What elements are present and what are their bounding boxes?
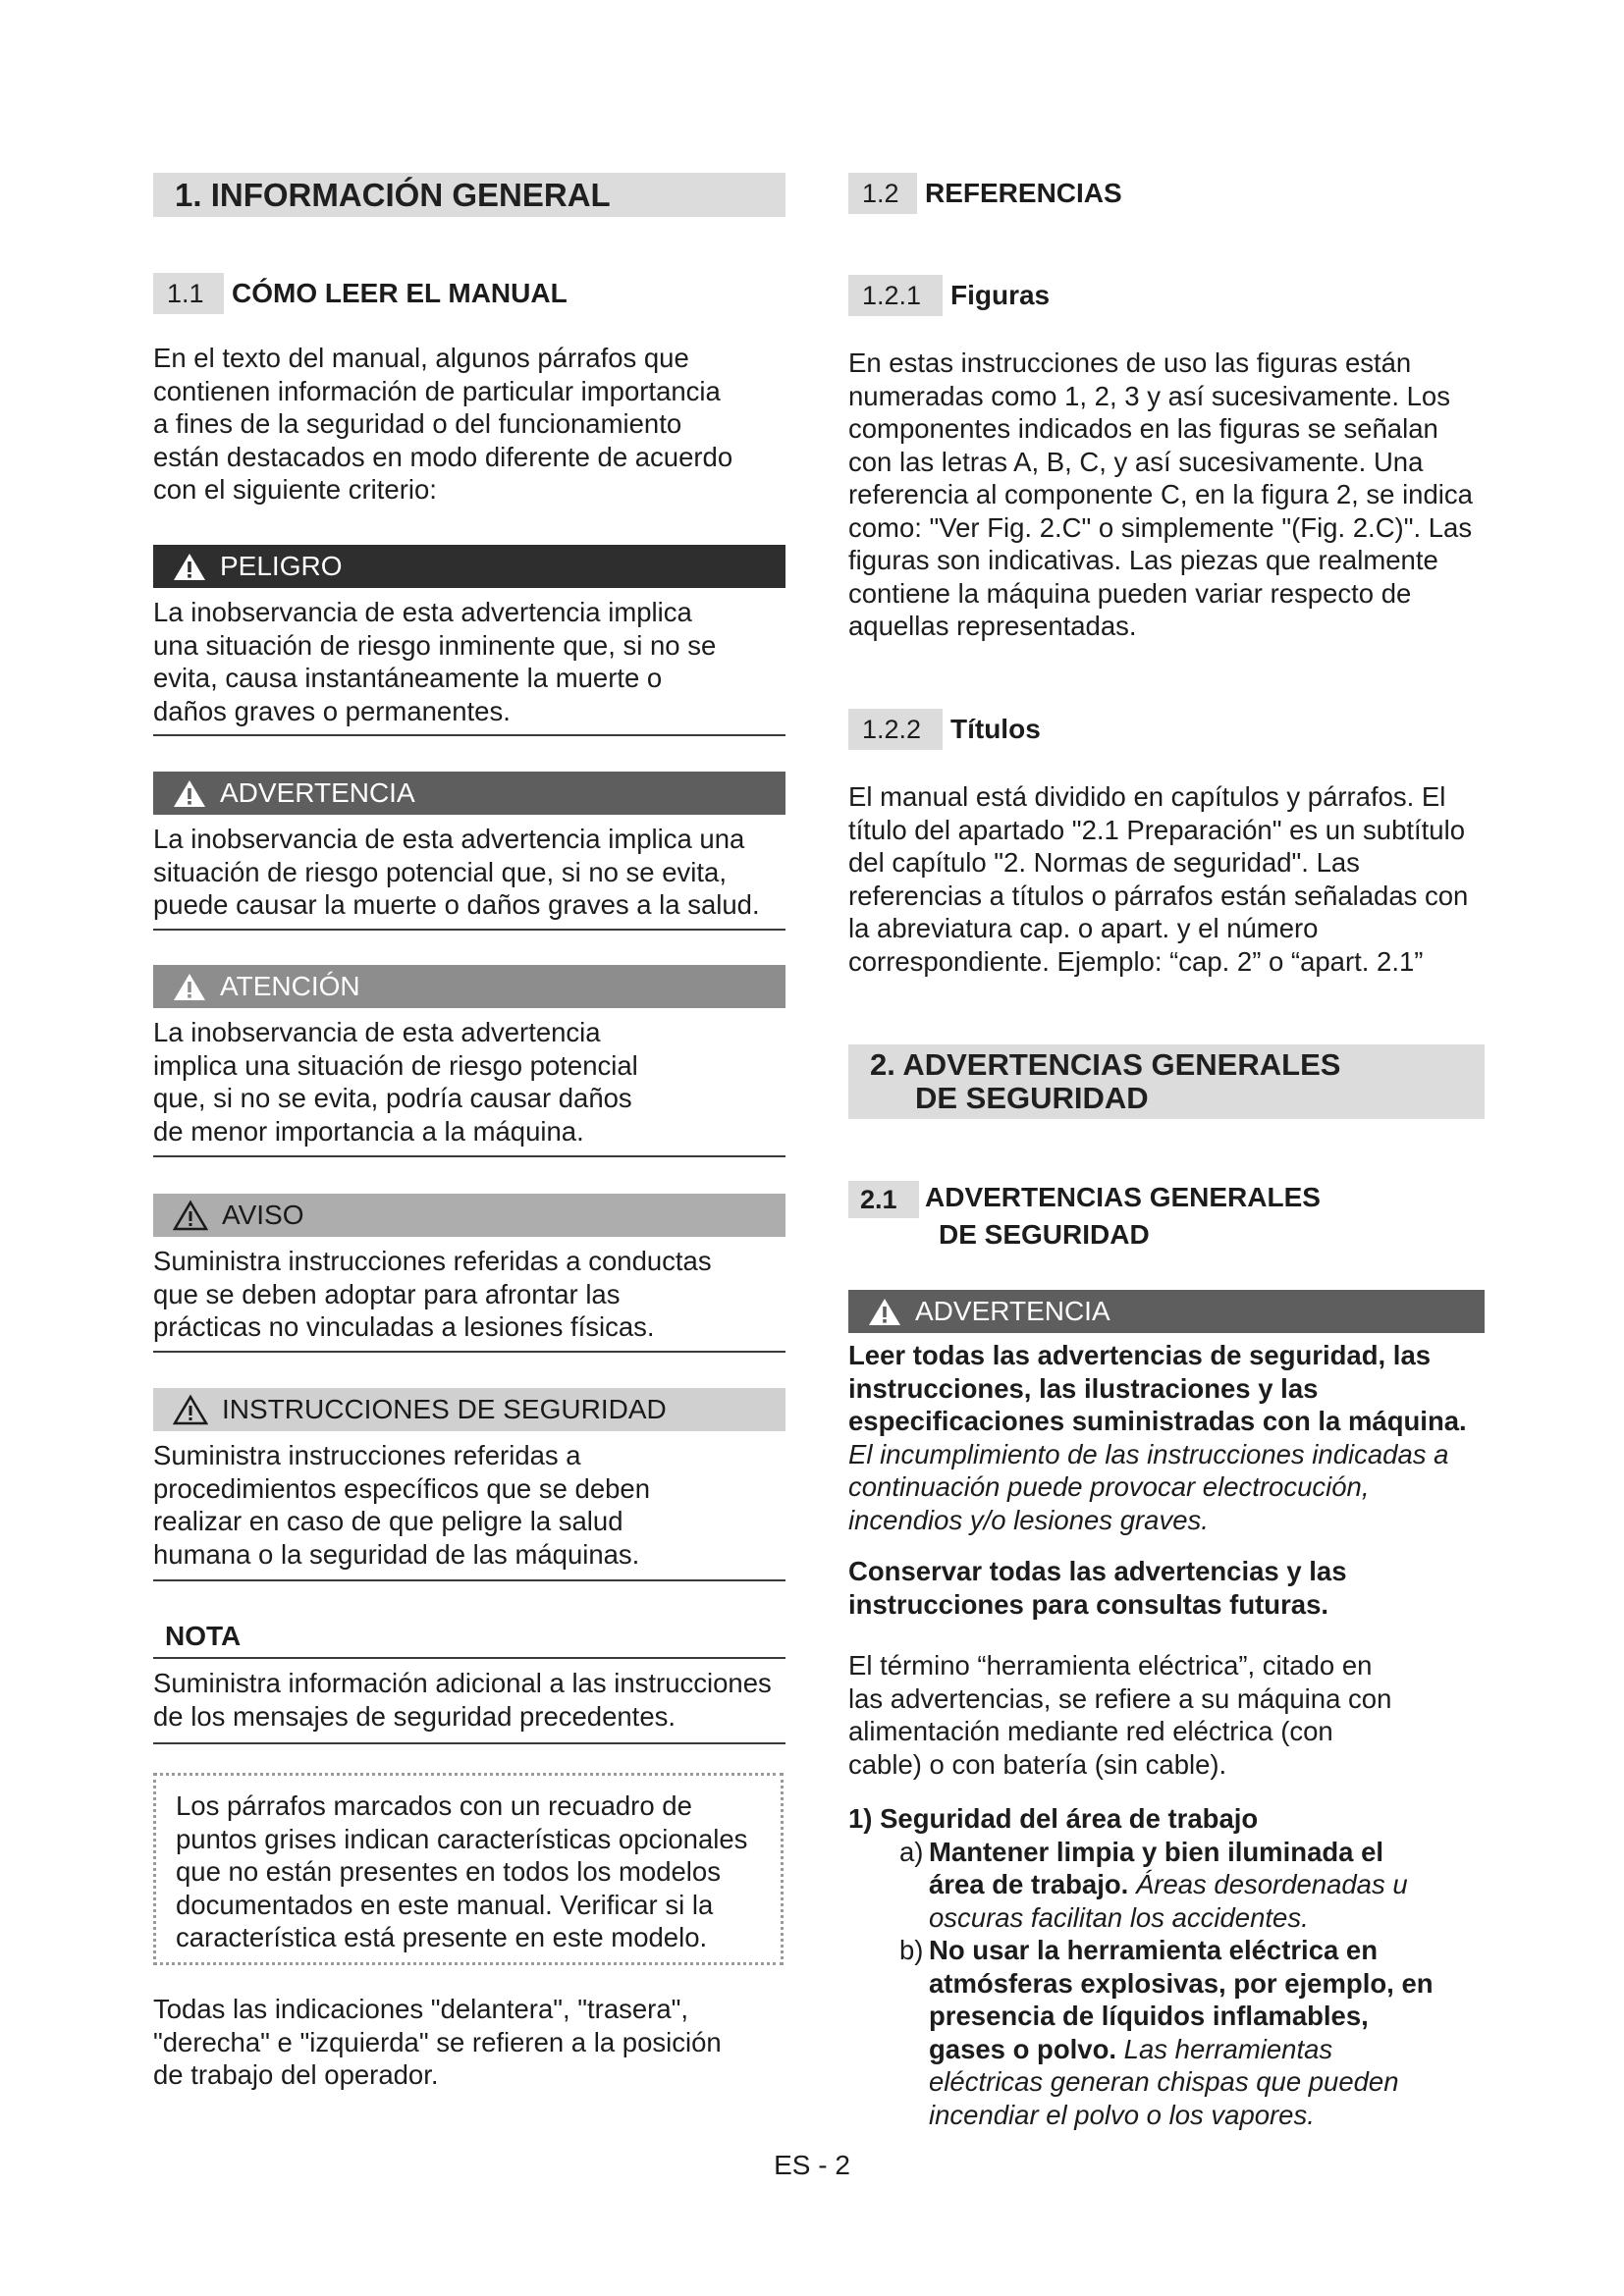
warning-italic-text: El incumplimiento de las instrucciones indicadas a continuación puede provocar electrocución, incendios y/o lesiones graves. xyxy=(848,1438,1449,1535)
divider xyxy=(153,1155,785,1157)
warning-triangle-icon xyxy=(173,552,206,581)
alert-advertencia-bar xyxy=(153,772,785,815)
warning-triangle-icon xyxy=(173,778,206,808)
chapter-1-heading xyxy=(153,173,785,217)
alert-label: ADVERTENCIA xyxy=(220,777,415,808)
optional-features-box xyxy=(153,1773,784,1965)
list-item-text xyxy=(929,1934,1439,2131)
section-1-2-2-heading xyxy=(848,709,1041,750)
warning-bold-text: Leer todas las advertencias de seguridad, las instrucciones, las ilustraciones y las especificaciones suministradas con la máquina. xyxy=(848,1340,1467,1436)
warning-outline-icon xyxy=(173,1200,208,1231)
chapter-1-title: 1. INFORMACIÓN GENERAL xyxy=(175,177,611,213)
alert-advertencia-text: La inobservancia de esta advertencia implica una situación de riesgo potencial que, si no se evita, puede causar la muerte o daños graves a la salud. xyxy=(153,824,760,920)
section-number: 1.1 xyxy=(153,273,224,314)
section-title: Figuras xyxy=(950,280,1051,310)
alert-instrucciones-text: Suministra instrucciones referidas a procedimientos específicos que se deben realizar en caso de que peligre la salud humana o la seguridad de las máquinas. xyxy=(153,1440,651,1570)
divider xyxy=(153,929,785,931)
divider xyxy=(153,734,785,736)
section-number: 1.2.1 xyxy=(848,275,943,316)
nota-label: NOTA xyxy=(165,1621,242,1651)
alert-aviso-bar xyxy=(153,1194,785,1237)
alert-label: ADVERTENCIA xyxy=(915,1296,1110,1326)
termino-paragraph: El término “herramienta eléctrica”, citado en las advertencias, se refiere a su máquina con alimentación mediante red eléctrica (con cable) o con batería (sin cable). xyxy=(848,1650,1392,1780)
optional-features-text: Los párrafos marcados con un recuadro de puntos grises indican características opcionales que no están presentes en todos los modelos documentados en este manual. Verificar si la característica está presente en este modelo. xyxy=(176,1790,748,1952)
alert-atencion-text: La inobservancia de esta advertencia implica una situación de riesgo potencial que, si no se evita, podría causar daños de menor importancia a la máquina. xyxy=(153,1017,638,1147)
list-item-bold: No usar la herramienta eléctrica en atmósferas explosivas, por ejemplo, en presencia de líquidos inflamables, gases o polvo. xyxy=(929,1935,1434,2064)
figuras-paragraph: En estas instrucciones de uso las figuras están numeradas como 1, 2, 3 y así sucesivamente. Los componentes indicados en las figuras se señalan con las letras A, B, C, y así sucesivamente. Una referencia al componente C, en la figura 2, se indica como: "Ver Fig. 2.C" o simplemente "(Fig. 2.C)". Las figuras son indicativas. Las piezas que realmente contiene la máquina pueden variar respecto de aquellas representadas. xyxy=(848,347,1473,641)
warning-paragraph xyxy=(848,1339,1477,1536)
section-title: CÓMO LEER EL MANUAL xyxy=(232,278,568,308)
alert-peligro-text: La inobservancia de esta advertencia implica una situación de riesgo inminente que, si no se evita, causa instantáneamente la muerte o daños graves o permanentes. xyxy=(153,597,717,726)
section-number: 1.2.2 xyxy=(848,709,943,750)
alert-label: PELIGRO xyxy=(220,551,343,581)
alert-label: AVISO xyxy=(222,1200,304,1230)
conservar-paragraph: Conservar todas las advertencias y las instrucciones para consultas futuras. xyxy=(848,1556,1347,1620)
safety-list xyxy=(848,1802,1485,2131)
section-1-2-heading xyxy=(848,173,1122,214)
section-title: REFERENCIAS xyxy=(925,178,1122,208)
nota-text: Suministra información adicional a las instrucciones de los mensajes de seguridad precedentes. xyxy=(153,1668,772,1732)
divider xyxy=(153,1657,785,1659)
list-letter: b) xyxy=(899,1935,924,1965)
alert-atencion-bar xyxy=(153,965,785,1008)
divider xyxy=(153,1579,785,1581)
list-item-b xyxy=(848,1934,1485,2131)
alert-aviso-text: Suministra instrucciones referidas a conductas que se deben adoptar para afrontar las prácticas no vinculadas a lesiones físicas. xyxy=(153,1246,712,1342)
list-item-italic: Áreas desordenadas u oscuras facilitan los accidentes. xyxy=(929,1869,1408,1933)
section-number: 2.1 xyxy=(848,1181,919,1218)
alert-peligro-bar xyxy=(153,545,785,588)
intro-paragraph: En el texto del manual, algunos párrafos que contienen información de particular importancia a fines de la seguridad o del funcionamiento están destacados en modo diferente de acuerdo con el siguiente criterio: xyxy=(153,343,733,505)
list-title: 1) Seguridad del área de trabajo xyxy=(848,1803,1259,1834)
warning-triangle-icon xyxy=(173,972,206,1001)
chapter-2-title-line1: 2. ADVERTENCIAS GENERALES xyxy=(870,1047,1341,1082)
list-letter: a) xyxy=(899,1836,924,1867)
list-item-text xyxy=(929,1836,1410,1935)
list-item-bold: Mantener limpia y bien iluminada el área de trabajo. xyxy=(929,1836,1384,1899)
divider xyxy=(153,1351,785,1353)
section-1-1-heading xyxy=(153,273,568,314)
list-item-italic: Las herramientas eléctricas generan chispas que pueden incendiar el polvo o los vapores. xyxy=(929,2033,1399,2130)
alert-label: INSTRUCCIONES DE SEGURIDAD xyxy=(222,1394,667,1424)
alert-advertencia-bar xyxy=(848,1290,1485,1333)
titulos-paragraph: El manual está dividido en capítulos y párrafos. El título del apartado "2.1 Preparación" es un subtítulo del capítulo "2. Normas de seguridad". Las referencias a títulos o párrafos están señaladas con la abreviatura cap. o apart. y el número correspondiente. Ejemplo: “cap. 2” o “apart. 2.1” xyxy=(848,781,1469,977)
alert-instrucciones-bar xyxy=(153,1388,785,1431)
section-2-1-heading xyxy=(848,1181,1321,1252)
chapter-2-heading xyxy=(848,1044,1485,1119)
alert-label: ATENCIÓN xyxy=(220,971,360,1001)
page-number: ES - 2 xyxy=(774,2150,850,2180)
section-1-2-1-heading xyxy=(848,275,1050,316)
list-item-a xyxy=(848,1836,1485,1935)
divider xyxy=(153,1742,785,1744)
final-paragraph: Todas las indicaciones "delantera", "trasera", "derecha" e "izquierda" se refieren a la posición de trabajo del operador. xyxy=(153,1994,722,2090)
warning-triangle-icon xyxy=(868,1297,901,1326)
chapter-2-title-line2: DE SEGURIDAD xyxy=(915,1081,1149,1115)
section-number: 1.2 xyxy=(848,173,917,214)
section-title-line2: DE SEGURIDAD xyxy=(939,1219,1150,1250)
warning-outline-icon xyxy=(173,1394,208,1425)
section-title-line1: ADVERTENCIAS GENERALES xyxy=(925,1182,1321,1212)
section-title: Títulos xyxy=(950,714,1041,744)
